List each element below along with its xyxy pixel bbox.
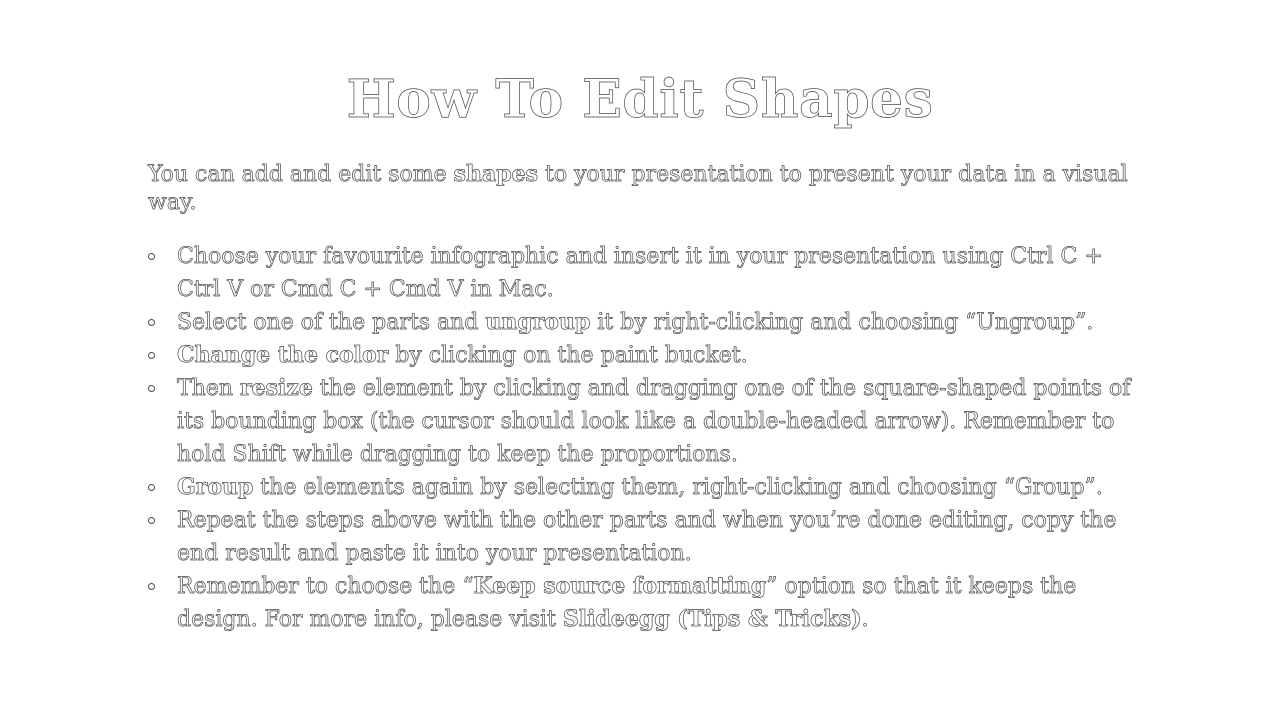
item-text-bold: Keep source formatting xyxy=(473,573,767,599)
list-item xyxy=(148,570,1138,636)
bullet-icon xyxy=(148,583,155,590)
item-text-bold: resize xyxy=(240,375,313,401)
intro-bold-shapes: shapes xyxy=(453,161,539,187)
item-text-post: the elements again by selecting them, right-clicking and choosing “Group”. xyxy=(253,475,1103,500)
item-text-mid: ” option so that it keeps the design. For more info, please visit xyxy=(177,574,1077,632)
item-text-post: it by right-clicking and choosing “Ungroup”. xyxy=(590,310,1094,335)
list-item xyxy=(148,240,1138,306)
item-text-bold: ungroup xyxy=(485,309,591,335)
item-text-pre: Repeat the steps above with the other parts and when you’re done editing, copy the end result and paste it into your presentation. xyxy=(177,508,1117,566)
bullet-icon xyxy=(148,319,155,326)
bullet-icon xyxy=(148,484,155,491)
item-text-bold: Change the color xyxy=(177,342,389,368)
list-item xyxy=(148,306,1138,339)
item-text-post: . xyxy=(861,607,869,632)
list-item xyxy=(148,504,1138,570)
instruction-list xyxy=(148,240,1138,636)
bullet-icon xyxy=(148,385,155,392)
slideegg-link[interactable]: Slideegg (Tips & Tricks) xyxy=(562,606,862,632)
page-title: How To Edit Shapes xyxy=(346,69,934,130)
list-item xyxy=(148,372,1138,471)
item-text-post: by clicking on the paint bucket. xyxy=(388,343,748,368)
item-text-post: the element by clicking and dragging one of the square-shaped points of its bounding box (the cursor should look like a double-headed arrow). Remember to hold Shift while dragging to keep the proportions. xyxy=(177,376,1131,467)
item-text-pre: Select one of the parts and xyxy=(177,310,486,335)
item-text-bold: Group xyxy=(177,474,254,500)
intro-text-post: to your presentation to present your data in a visual way. xyxy=(148,162,1128,215)
intro-text-pre: You can add and edit some xyxy=(148,162,454,187)
list-item xyxy=(148,471,1138,504)
item-text-pre: Remember to choose the “ xyxy=(177,574,474,599)
item-text-pre: Choose your favourite infographic and insert it in your presentation using Ctrl C + Ctrl V or Cmd C + Cmd V in Mac. xyxy=(177,244,1103,302)
item-text-pre: Then xyxy=(177,376,241,401)
bullet-icon xyxy=(148,517,155,524)
bullet-icon xyxy=(148,352,155,359)
list-item xyxy=(148,339,1138,372)
bullet-icon xyxy=(148,253,155,260)
intro-paragraph xyxy=(148,160,1138,217)
